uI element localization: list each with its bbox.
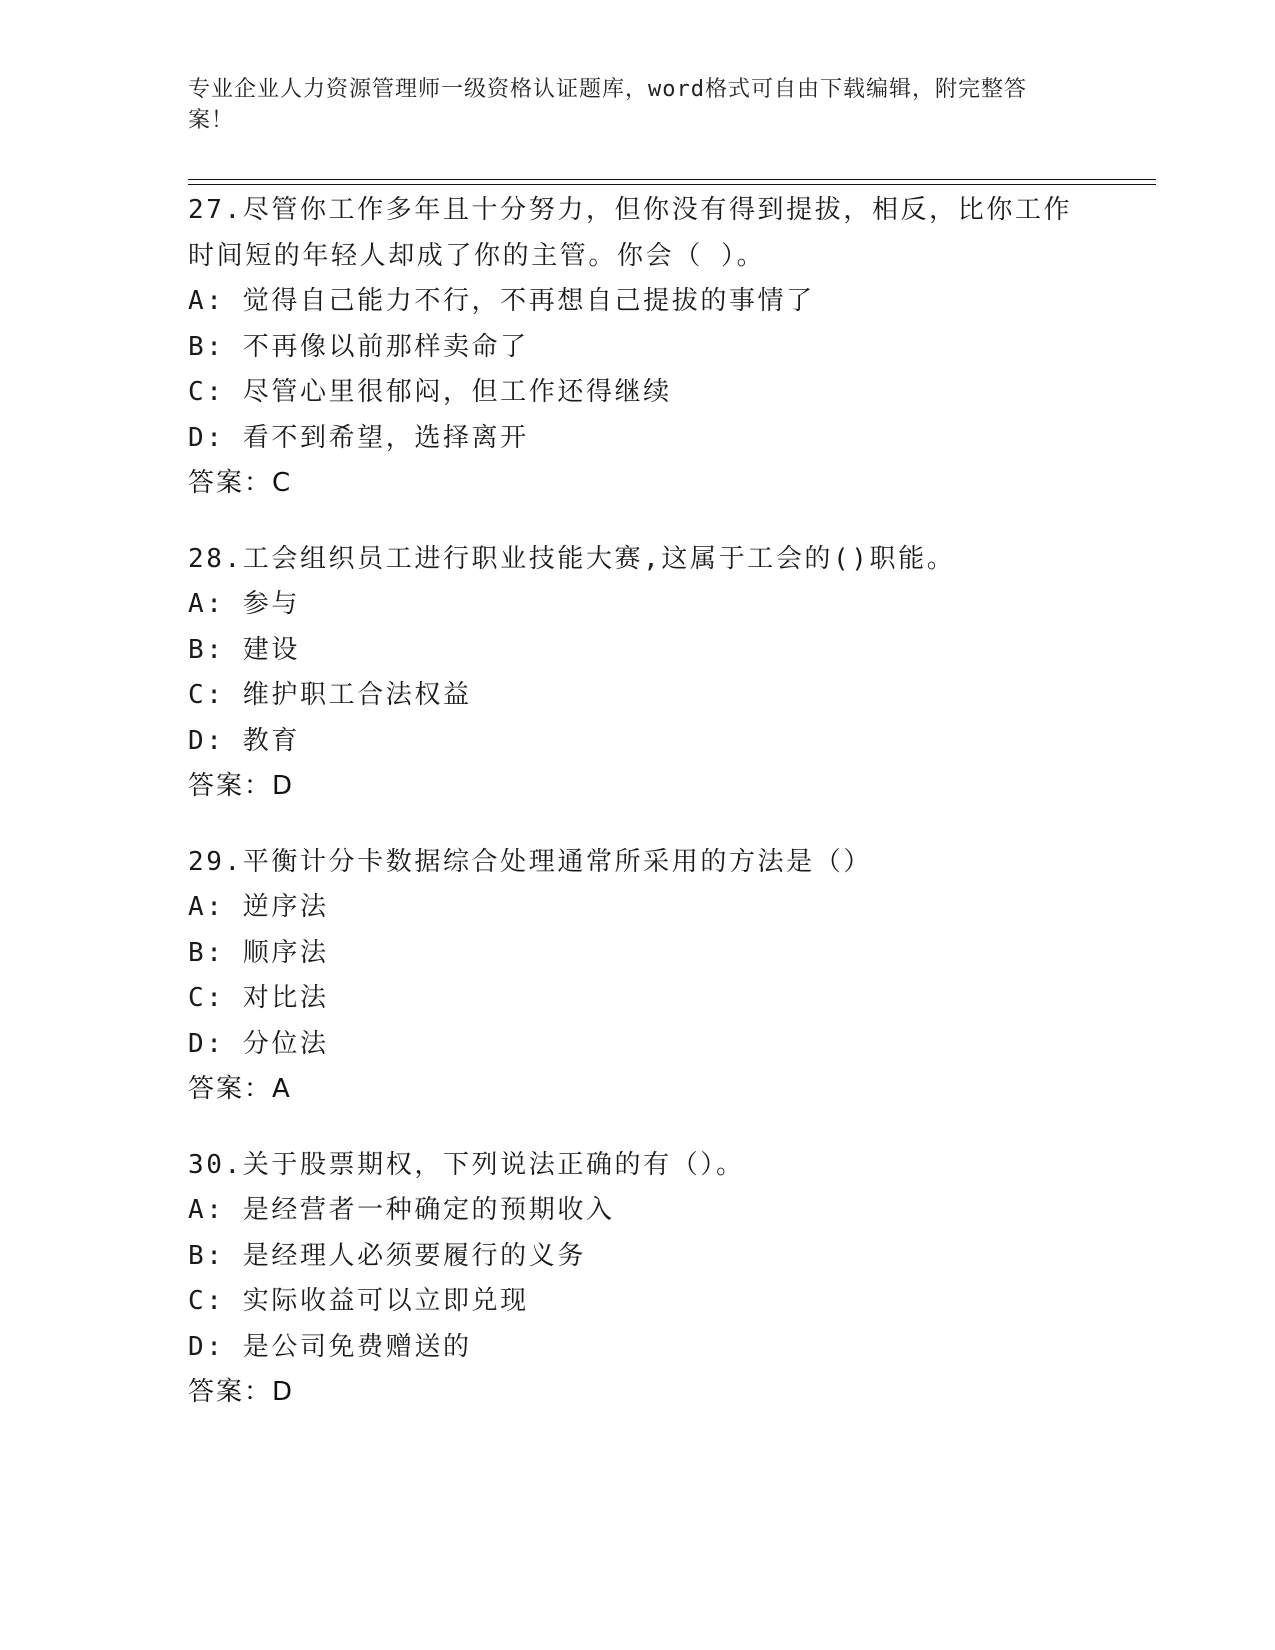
question-30 [188, 1143, 1088, 1416]
option-a: A: 是经营者一种确定的预期收入 [188, 1195, 615, 1225]
option-b: B: 是经理人必须要履行的义务 [188, 1240, 586, 1271]
option-d: D: 看不到希望，选择离开 [188, 422, 529, 453]
question-28 [188, 537, 1088, 810]
option-c: C: 尽管心里很郁闷，但工作还得继续 [188, 377, 672, 407]
question-stem: 30.关于股票期权，下列说法正确的有（）。 [188, 1149, 745, 1180]
answer-label: 答案：C [188, 468, 293, 498]
option-d: D: 教育 [188, 725, 300, 756]
question-27 [188, 188, 1088, 507]
answer-label: 答案：A [188, 1074, 292, 1104]
option-c: C: 对比法 [188, 983, 329, 1013]
option-b: B: 建设 [188, 634, 300, 665]
option-d: D: 是公司免费赠送的 [188, 1331, 472, 1362]
question-list [188, 188, 1088, 1446]
header-rule-top [188, 179, 1156, 180]
option-c: C: 实际收益可以立即兑现 [188, 1286, 529, 1316]
option-a: A: 觉得自己能力不行，不再想自己提拔的事情了 [188, 286, 815, 316]
answer-label: 答案：D [188, 771, 295, 801]
question-stem: 27.尽管你工作多年且十分努力，但你没有得到提拔，相反，比你工作时间短的年轻人却成了你的主管。你会（ ）。 [188, 195, 1073, 271]
question-stem: 29.平衡计分卡数据综合处理通常所采用的方法是（） [188, 846, 872, 877]
question-29 [188, 840, 1088, 1113]
header-rule-bottom [188, 184, 1156, 185]
question-stem: 28.工会组织员工进行职业技能大赛,这属于工会的()职能。 [188, 543, 956, 574]
option-b: B: 顺序法 [188, 937, 329, 968]
option-a: A: 逆序法 [188, 892, 329, 922]
option-a: A: 参与 [188, 589, 300, 619]
document-header: 专业企业人力资源管理师一级资格认证题库，word格式可自由下载编辑，附完整答案！ [188, 77, 1027, 133]
option-c: C: 维护职工合法权益 [188, 680, 472, 710]
answer-label: 答案：D [188, 1377, 295, 1407]
option-b: B: 不再像以前那样卖命了 [188, 331, 529, 362]
option-d: D: 分位法 [188, 1028, 329, 1059]
